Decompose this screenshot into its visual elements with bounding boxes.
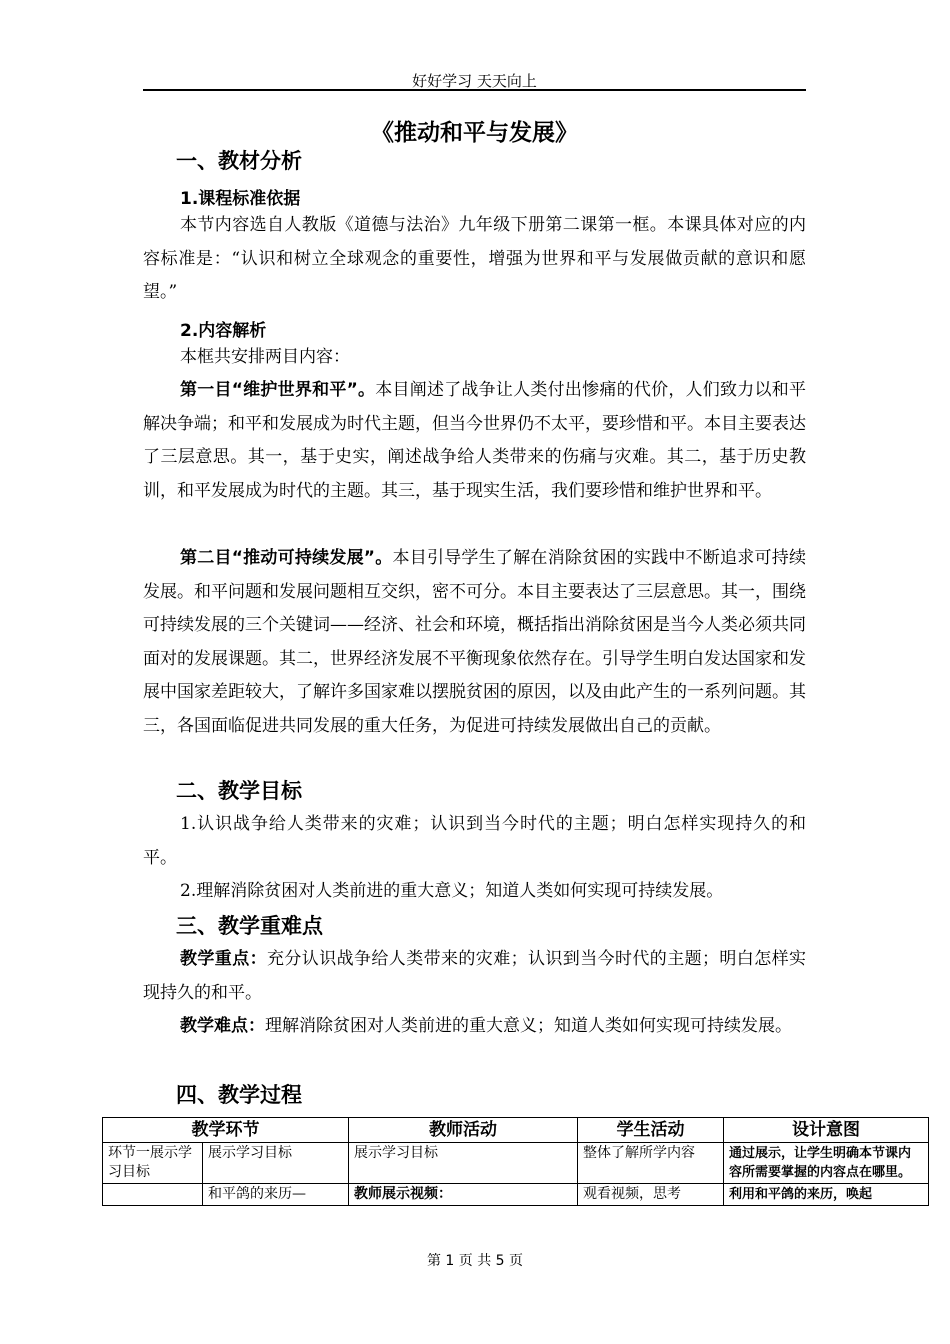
section-heading-1: 一、教材分析: [176, 149, 302, 173]
header-divider: [143, 89, 806, 91]
goal-one: 1.认识战争给人类带来的灾难；认识到当今时代的主题；明白怎样实现持久的和平。: [143, 814, 806, 868]
item-two-text: 本目引导学生了解在消除贫困的实践中不断追求可持续发展。和平问题和发展问题相互交织，密不可分。本目主要表达了三层意思。其一，围绕可持续发展的三个关键词——经济、社会和环境，概括指出消除贫困是当今人类必须共同面对的发展课题。其二，世界经济发展不平衡现象依然存在。引导学生明白发达国家和发展中国家差距较大，了解许多国家难以摆脱贫困的原因，以及由此产生的一系列问题。其三，各国面临促进共同发展的重大任务，为促进可持续发展做出自己的贡献。: [143, 548, 806, 736]
key-points-label: 教学重点：: [180, 949, 267, 969]
teaching-process-table: [102, 1117, 929, 1206]
table-header-row: [103, 1118, 929, 1143]
table-cell-stage: 环节一展示学习目标: [103, 1143, 203, 1184]
table-cell-substage: 展示学习目标: [203, 1143, 349, 1184]
difficult-points-label: 教学难点：: [180, 1016, 265, 1036]
section-heading-2: 二、教学目标: [176, 779, 302, 803]
header-teacher-activity: 教师活动: [349, 1118, 578, 1143]
subheading-content-analysis: 2.内容解析: [180, 321, 267, 341]
table-cell-intent: 通过展示，让学生明确本节课内容所需要掌握的内容点在哪里。: [724, 1143, 929, 1184]
key-points-text: 充分认识战争给人类带来的灾难；认识到当今时代的主题；明白怎样实现持久的和平。: [143, 949, 806, 1003]
table-row: [103, 1143, 929, 1184]
table-cell-substage: 和平鸽的来历—: [203, 1184, 349, 1206]
difficult-points-text: 理解消除贫困对人类前进的重大意义；知道人类如何实现可持续发展。: [265, 1016, 792, 1036]
item-two-lead: 第二目“推动可持续发展”。: [180, 548, 393, 568]
header-teaching-stage: 教学环节: [103, 1118, 349, 1143]
paragraph-difficult-points: [143, 1010, 806, 1044]
table-row: [103, 1184, 929, 1206]
table-cell-intent: 利用和平鸽的来历，唤起: [724, 1184, 929, 1206]
table-cell-teacher: 展示学习目标: [349, 1143, 578, 1184]
paragraph-key-points: [143, 943, 806, 1010]
section-heading-3: 三、教学重难点: [176, 914, 323, 938]
paragraph-item-one: [143, 374, 806, 508]
page-header: 好好学习 天天向上: [412, 72, 537, 90]
page-footer: 第 1 页 共 5 页: [426, 1253, 524, 1269]
section-heading-4: 四、教学过程: [176, 1083, 302, 1107]
table-cell-student: 观看视频，思考: [578, 1184, 724, 1206]
table-cell-student: 整体了解所学内容: [578, 1143, 724, 1184]
goal-two: 2.理解消除贫困对人类前进的重大意义；知道人类如何实现可持续发展。: [180, 881, 724, 901]
header-design-intent: 设计意图: [724, 1118, 929, 1143]
subheading-curriculum-standard: 1.课程标准依据: [180, 189, 301, 209]
paragraph-item-two: [143, 542, 806, 743]
header-student-activity: 学生活动: [578, 1118, 724, 1143]
paragraph-curriculum-standard: 本节内容选自人教版《道德与法治》九年级下册第二课第一框。本课具体对应的内容标准是：“认识和树立全球观念的重要性，增强为世界和平与发展做贡献的意识和愿望。”: [143, 215, 806, 302]
document-title: 《推动和平与发展》: [371, 120, 578, 146]
item-one-lead: 第一目“维护世界和平”。: [180, 380, 376, 400]
paragraph-content-intro: 本框共安排两目内容：: [180, 347, 350, 367]
table-cell-teacher: 教师展示视频：: [349, 1184, 578, 1206]
item-one-text: 本目阐述了战争让人类付出惨痛的代价，人们致力以和平解决争端；和平和发展成为时代主题，但当今世界仍不太平，要珍惜和平。本目主要表达了三层意思。其一，基于史实，阐述战争给人类带来的伤痛与灾难。其二，基于历史教训，和平发展成为时代的主题。其三，基于现实生活，我们要珍惜和维护世界和平。: [143, 380, 806, 501]
table-cell-stage: [103, 1184, 203, 1206]
